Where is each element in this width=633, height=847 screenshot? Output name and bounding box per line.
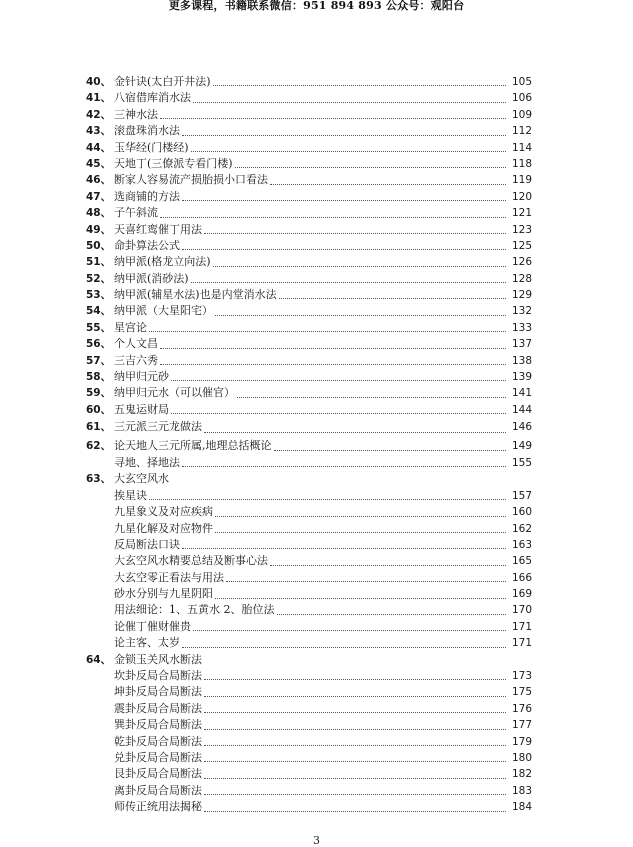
- toc-entry-title: 金针诀(太白开井法): [114, 74, 211, 88]
- toc-entry: [86, 586, 532, 602]
- toc-entry-number: 46、: [86, 174, 112, 187]
- dot-leader: [237, 396, 506, 398]
- dot-leader: [182, 199, 506, 201]
- toc-entry-page: 123: [511, 223, 532, 236]
- toc-entry-title: 论天地人三元所属,地理总括概论: [114, 438, 272, 452]
- toc-entry: [86, 90, 532, 106]
- toc-entry-number: 47、: [86, 190, 112, 203]
- toc-entry-number: 58、: [86, 371, 112, 384]
- toc-entry-title: 九星化解及对应物件: [114, 521, 213, 535]
- toc-entry-title: 命卦算法公式: [114, 238, 180, 252]
- toc-entry-title: 巽卦反局合局断法: [114, 718, 202, 732]
- toc-entry: [86, 717, 532, 733]
- toc-entry-page: 175: [511, 686, 532, 699]
- toc-entry: [86, 521, 532, 537]
- toc-entry-number: 59、: [86, 387, 112, 400]
- toc-entry-title: 兑卦反局合局断法: [114, 751, 202, 764]
- dot-leader: [160, 347, 506, 349]
- toc-entry: [86, 385, 532, 401]
- toc-entry-title: 纳甲归元砂: [114, 370, 169, 384]
- dot-leader: [204, 711, 506, 713]
- toc-entry-page: 121: [511, 207, 532, 220]
- page-header: 更多课程，书籍联系微信：951 894 893 公众号：观阳台: [168, 0, 465, 12]
- toc-entry-number: 43、: [86, 125, 112, 138]
- toc-entry: [86, 766, 532, 782]
- toc-entry: [86, 504, 532, 520]
- toc-entry-number: 45、: [86, 157, 112, 170]
- toc-entry: [86, 287, 532, 303]
- dot-leader: [279, 297, 506, 299]
- toc-entry-page: 137: [511, 338, 532, 351]
- toc-entry-page: 184: [511, 801, 532, 814]
- toc-entry-title: 坎卦反局合局断法: [114, 669, 202, 683]
- toc-entry: [86, 488, 532, 504]
- toc-entry-title: 艮卦反局合局断法: [114, 767, 202, 781]
- dot-leader: [204, 678, 506, 680]
- toc-entry-title: 天地丁(三僚派专看门楼): [114, 156, 233, 170]
- toc-entry-title: 星宫论: [114, 320, 147, 334]
- toc-entry: [86, 369, 532, 385]
- dot-leader: [270, 564, 506, 566]
- toc-entry-number: 41、: [86, 92, 112, 105]
- toc-entry: [86, 271, 532, 287]
- toc-entry-title: 三吉六秀: [114, 353, 158, 367]
- toc-entry: [86, 750, 532, 766]
- dot-leader: [270, 183, 506, 185]
- toc-entry: [86, 734, 532, 750]
- toc-entry-page: 157: [511, 489, 532, 502]
- toc-entry: [86, 402, 532, 418]
- toc-entry: [86, 603, 532, 619]
- toc-entry: [86, 553, 532, 569]
- toc-entry-title: 论催丁催财催贵: [114, 619, 191, 633]
- toc-entry-title: 三神水法: [114, 107, 158, 121]
- dot-leader: [213, 265, 506, 267]
- toc-entry: [86, 783, 532, 799]
- toc-entry-title: 三元派三元龙做法: [114, 420, 202, 434]
- dot-leader: [204, 232, 506, 234]
- toc-entry-page: 106: [511, 92, 532, 105]
- toc-entry: [86, 222, 532, 238]
- dot-leader: [171, 379, 506, 381]
- toc-entry-page: 171: [511, 637, 532, 650]
- toc-entry-page: 112: [511, 125, 532, 138]
- toc-entry: [86, 303, 532, 319]
- toc-entry-title: 离卦反局合局断法: [114, 783, 202, 797]
- toc-entry-number: 56、: [86, 338, 112, 351]
- dot-leader: [160, 363, 506, 365]
- toc-entry: [86, 652, 532, 668]
- dot-leader: [149, 330, 506, 332]
- toc-entry-title: 选商铺的方法: [114, 189, 180, 203]
- dot-leader: [204, 728, 506, 730]
- toc-entry-title: 乾卦反局合局断法: [114, 734, 202, 748]
- toc-entry: [86, 799, 532, 815]
- toc-entry-page: 105: [511, 75, 532, 88]
- toc-entry: [86, 189, 532, 205]
- dot-leader: [160, 117, 506, 119]
- toc-entry-page: 132: [511, 305, 532, 318]
- toc-entry-title: 论主客、太岁: [114, 636, 180, 650]
- toc-entry-page: 173: [511, 670, 532, 683]
- toc-entry-page: 114: [511, 141, 532, 154]
- toc-entry-title: 大玄空风水精要总结及断事心法: [114, 554, 268, 568]
- toc-entry-page: 149: [511, 439, 532, 452]
- dot-leader: [204, 810, 506, 812]
- toc-entry: [86, 172, 532, 188]
- toc-entry-title: 个人文昌: [114, 337, 158, 351]
- toc-entry: [86, 254, 532, 270]
- toc-entry-title: 天喜红鸾催丁用法: [114, 222, 202, 236]
- toc-entry-number: 40、: [86, 75, 112, 88]
- dot-leader: [204, 760, 506, 762]
- toc-entry-page: 139: [511, 371, 532, 384]
- toc-entry: [86, 668, 532, 684]
- toc-entry-title: 子午斜流: [114, 206, 158, 220]
- dot-leader: [226, 580, 506, 582]
- toc-entry-title: 砂水分别与九星阴阳: [114, 587, 213, 601]
- toc-entry-number: 63、: [86, 473, 112, 486]
- toc-entry-title: 坤卦反局合局断法: [114, 685, 202, 699]
- toc-entry-title: 金锁玉关风水断法: [114, 652, 202, 666]
- toc-entry-page: 120: [511, 190, 532, 203]
- toc-entry-page: 144: [511, 403, 532, 416]
- dot-leader: [182, 646, 506, 648]
- toc-entry-page: 160: [511, 506, 532, 519]
- toc-entry-page: 162: [511, 522, 532, 535]
- dot-leader: [160, 216, 506, 218]
- toc-entry-page: 126: [511, 256, 532, 269]
- toc-entry: [86, 107, 532, 123]
- toc-entry-page: 180: [511, 752, 532, 764]
- toc-entry-title: 大玄空零正看法与用法: [114, 570, 224, 584]
- dot-leader: [274, 449, 507, 451]
- toc-entry: [86, 74, 532, 90]
- dot-leader: [204, 793, 506, 795]
- dot-leader: [215, 515, 506, 517]
- toc-entry: [86, 570, 532, 586]
- toc-entry-page: 141: [511, 387, 532, 400]
- dot-leader: [182, 465, 506, 467]
- toc-entry-page: 133: [511, 321, 532, 334]
- dot-leader: [204, 695, 506, 697]
- toc-entry-number: 60、: [86, 403, 112, 416]
- toc-entry-title: 纳甲派（大星阳宅）: [114, 304, 213, 318]
- toc-entry: [86, 418, 532, 436]
- dot-leader: [215, 531, 506, 533]
- toc-entry-title: 玉华经(门楼经): [114, 140, 189, 154]
- toc-entry-page: 170: [511, 604, 532, 617]
- toc-entry-number: 61、: [86, 421, 112, 434]
- toc-entry: [86, 320, 532, 336]
- toc-entry-title: 滚盘珠消水法: [114, 124, 180, 138]
- page-number: 3: [313, 834, 320, 847]
- toc-entry-title: 寻地、择地法: [114, 455, 180, 469]
- toc-entry-title: 纳甲归元水（可以催官）: [114, 386, 235, 400]
- toc-entry-title: 用法细论：1、五黄水 2、胎位法: [114, 603, 275, 617]
- dot-leader: [182, 134, 506, 136]
- dot-leader: [215, 314, 506, 316]
- toc-entry-number: 54、: [86, 305, 112, 318]
- toc-entry: [86, 205, 532, 221]
- toc-entry-title: 纳甲派(消砂法): [114, 271, 189, 285]
- toc-entry-page: 169: [511, 588, 532, 601]
- toc-entry: [86, 140, 532, 156]
- toc-entry-title: 九星象义及对应疾病: [114, 505, 213, 519]
- toc-entry-number: 50、: [86, 239, 112, 252]
- toc-entry: [86, 471, 532, 487]
- dot-leader: [193, 629, 506, 631]
- dot-leader: [215, 597, 506, 599]
- toc-entry-page: 183: [511, 784, 532, 797]
- toc-entry-page: 125: [511, 239, 532, 252]
- toc-entry-number: 55、: [86, 321, 112, 334]
- toc-entry-page: 118: [511, 157, 532, 170]
- toc-entry-title: 纳甲派(格龙立向法): [114, 255, 211, 269]
- dot-leader: [204, 777, 506, 779]
- toc-entry-title: 挨星诀: [114, 488, 147, 502]
- toc-entry-title: 断家人容易流产损胎损小口看法: [114, 173, 268, 187]
- toc-entry-title: 震卦反局合局断法: [114, 701, 202, 715]
- toc-entry: [86, 336, 532, 352]
- toc-entry-title: 八宿借库消水法: [114, 91, 191, 105]
- dot-leader: [204, 744, 506, 746]
- toc-entry-page: 163: [511, 538, 532, 551]
- toc-entry-page: 129: [511, 289, 532, 302]
- toc-entry-number: 64、: [86, 653, 112, 666]
- dot-leader: [182, 248, 506, 250]
- dot-leader: [171, 412, 506, 414]
- toc-entry-number: 49、: [86, 223, 112, 236]
- toc-entry: [86, 123, 532, 139]
- toc-entry-number: 44、: [86, 141, 112, 154]
- toc-entry: [86, 701, 532, 717]
- toc-entry-number: 51、: [86, 256, 112, 269]
- toc-entry-page: 177: [511, 719, 532, 732]
- toc-entry: [86, 684, 532, 700]
- toc-entry-page: 128: [511, 272, 532, 285]
- dot-leader: [193, 101, 506, 103]
- toc-entry-number: 53、: [86, 289, 112, 302]
- toc-entry-page: 176: [511, 702, 532, 715]
- toc-entry-page: 182: [511, 768, 532, 781]
- toc-entry-page: 165: [511, 555, 532, 568]
- toc-entry-number: 52、: [86, 272, 112, 285]
- table-of-contents: [86, 74, 532, 816]
- toc-entry: [86, 156, 532, 172]
- toc-entry-page: 109: [511, 108, 532, 121]
- toc-entry-page: 146: [511, 421, 532, 434]
- toc-entry-title: 大玄空风水: [114, 472, 169, 486]
- dot-leader: [191, 150, 506, 152]
- toc-entry-page: 179: [511, 735, 532, 748]
- toc-entry-title: 师传正统用法揭秘: [114, 800, 202, 814]
- toc-entry-number: 42、: [86, 108, 112, 121]
- toc-entry-page: 166: [511, 571, 532, 584]
- toc-entry-title: 纳甲派(辅星水法)也是内堂消水法: [114, 288, 277, 302]
- toc-entry-number: 48、: [86, 207, 112, 220]
- dot-leader: [235, 166, 506, 168]
- toc-entry: [86, 635, 532, 651]
- toc-entry: [86, 353, 532, 369]
- toc-entry: [86, 537, 532, 553]
- toc-entry: [86, 437, 532, 455]
- toc-entry-page: 155: [511, 456, 532, 469]
- dot-leader: [277, 613, 507, 615]
- toc-entry-page: 138: [511, 354, 532, 367]
- dot-leader: [191, 281, 506, 283]
- toc-entry: [86, 238, 532, 254]
- dot-leader: [213, 84, 506, 86]
- toc-entry-number: 57、: [86, 354, 112, 367]
- dot-leader: [182, 547, 506, 549]
- toc-entry-title: 反局断法口诀: [114, 537, 180, 551]
- toc-entry: [86, 455, 532, 471]
- toc-entry: [86, 619, 532, 635]
- dot-leader: [204, 431, 506, 433]
- toc-entry-page: 119: [511, 174, 532, 187]
- toc-entry-page: 171: [511, 620, 532, 633]
- toc-entry-title: 五鬼运财局: [114, 402, 169, 416]
- dot-leader: [149, 498, 506, 500]
- toc-entry-number: 62、: [86, 439, 112, 452]
